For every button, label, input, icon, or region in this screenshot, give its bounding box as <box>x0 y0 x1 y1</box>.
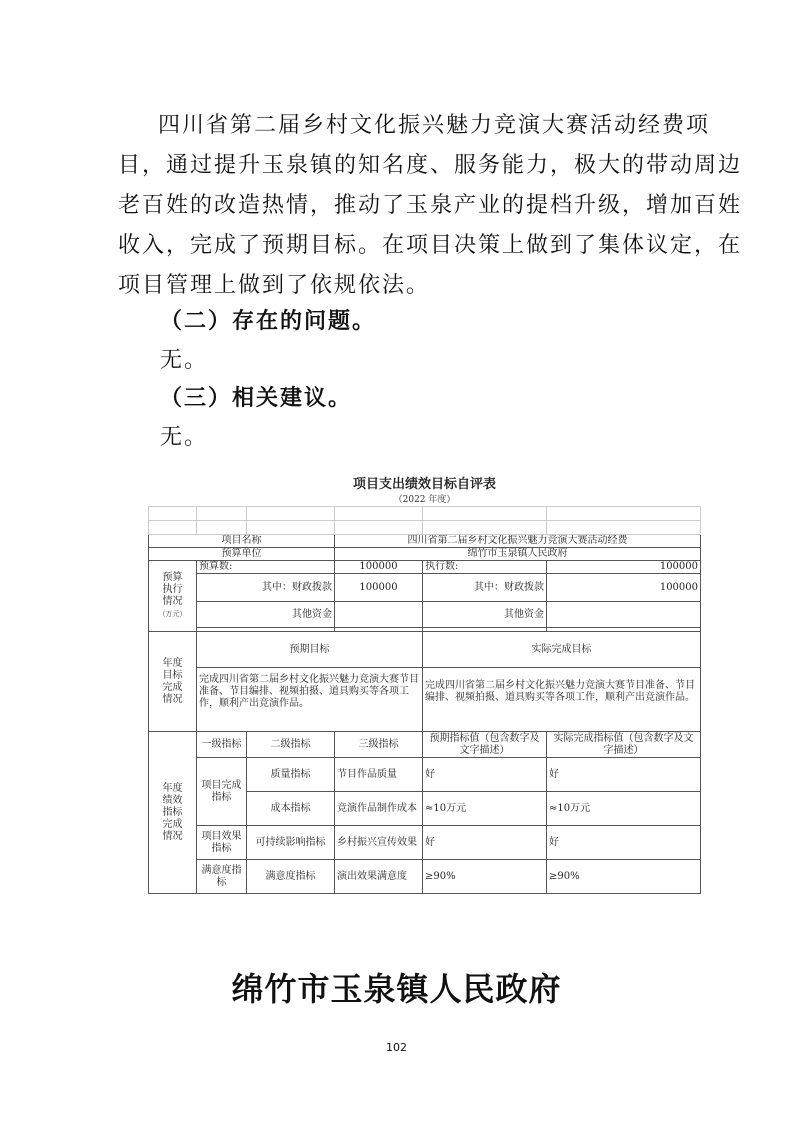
table-row-actual: 好 <box>547 758 701 792</box>
paragraph-line-4: 收入，完成了预期目标。在项目决策上做到了集体议定，在 <box>118 233 743 258</box>
table-title: 项目支出绩效目标自评表 <box>353 477 497 492</box>
level1-satisfaction: 满意度指标 <box>197 860 247 894</box>
paragraph-line-5: 项目管理上做到了依规依法。 <box>118 273 431 298</box>
section-answer-problems: 无。 <box>160 348 209 373</box>
project-name-label: 项目名称 <box>149 535 335 548</box>
table-row-level3: 竞演作品制作成本 <box>335 792 423 826</box>
page-number: 102 <box>386 1041 407 1054</box>
annual-goal-label-text: 年度目标完成情况 <box>162 657 183 705</box>
fiscal-budget-value: 100000 <box>335 574 423 602</box>
section-heading-problems: （二）存在的问题。 <box>160 309 377 334</box>
organization-name: 绵竹市玉泉镇人民政府 <box>231 970 562 1008</box>
table-row-actual: ≈10万元 <box>547 792 701 826</box>
actual-goal-text: 完成四川省第二届乡村文化振兴魅力竞演大赛节目准备、节目编排、视频拍摄、道具购买等各项工作，顺利产出竞演作品。 <box>423 668 701 732</box>
table-row-level3: 乡村振兴宣传效果 <box>335 826 423 860</box>
expected-goal-text: 完成四川省第二届乡村文化振兴魅力竞演大赛节目准备、节目编排、视频拍摄、道具购买等各项工作，顺利产出竞演作品。 <box>197 668 423 732</box>
other-exec-value <box>547 602 701 628</box>
table-row-level2: 可持续影响指标 <box>247 826 335 860</box>
table-year: （2022 年度） <box>393 495 456 505</box>
project-name-value: 四川省第二届乡村文化振兴魅力竞演大赛活动经费 <box>335 535 701 548</box>
budget-amount-label: 预算数: <box>197 561 335 574</box>
table-row-level3: 演出效果满意度 <box>335 860 423 894</box>
performance-table <box>148 476 700 897</box>
header-level3: 三级指标 <box>335 732 423 758</box>
other-exec-label: 其他资金 <box>423 602 547 628</box>
budget-amount-value: 100000 <box>335 561 423 574</box>
section-heading-suggestions: （三）相关建议。 <box>160 386 353 411</box>
budget-exec-label-text: 预算执行情况 <box>162 572 183 607</box>
budget-unit-value: 绵竹市玉泉镇人民政府 <box>335 548 701 561</box>
table-row-level2: 质量指标 <box>247 758 335 792</box>
header-level1: 一级指标 <box>197 732 247 758</box>
paragraph-line-2: 目，通过提升玉泉镇的知名度、服务能力，极大的带动周边 <box>118 153 743 178</box>
table-row-expected: 好 <box>423 826 547 860</box>
table-row-level3: 节目作品质量 <box>335 758 423 792</box>
other-budget-label: 其他资金 <box>197 602 335 628</box>
fiscal-exec-value: 100000 <box>547 574 701 602</box>
annual-goal-label <box>149 632 197 732</box>
table-row-expected: ≈10万元 <box>423 792 547 826</box>
table-row-actual: 好 <box>547 826 701 860</box>
paragraph-line-1: 四川省第二届乡村文化振兴魅力竞演大赛活动经费项 <box>158 113 711 138</box>
fiscal-budget-label: 其中：财政拨款 <box>197 574 335 602</box>
header-actual-value: 实际完成指标值（包含数字及文字描述） <box>547 732 701 758</box>
expected-goal-header: 预期目标 <box>197 632 423 668</box>
budget-exec-label <box>149 561 197 632</box>
other-budget-value <box>335 602 423 628</box>
section-answer-suggestions: 无。 <box>160 425 209 450</box>
perf-label <box>149 732 197 894</box>
exec-amount-value: 100000 <box>547 561 701 574</box>
budget-unit-label: 预算单位 <box>149 548 335 561</box>
header-level2: 二级指标 <box>247 732 335 758</box>
table-row-expected: ≥90% <box>423 860 547 894</box>
table-row-actual: ≥90% <box>547 860 701 894</box>
header-expected-value: 预期指标值（包含数字及文字描述） <box>423 732 547 758</box>
fiscal-exec-label: 其中：财政拨款 <box>423 574 547 602</box>
actual-goal-header: 实际完成目标 <box>423 632 701 668</box>
table-row-level2: 成本指标 <box>247 792 335 826</box>
exec-amount-label: 执行数: <box>423 561 547 574</box>
level1-completion: 项目完成指标 <box>197 758 247 826</box>
perf-label-text: 年度绩效指标完成情况 <box>162 782 183 842</box>
table-row-expected: 好 <box>423 758 547 792</box>
paragraph-line-3: 老百姓的改造热情，推动了玉泉产业的提档升级，增加百姓 <box>118 193 743 218</box>
level1-effect: 项目效果指标 <box>197 826 247 860</box>
table-row-level2: 满意度指标 <box>247 860 335 894</box>
unit-label: （万元） <box>158 610 187 618</box>
